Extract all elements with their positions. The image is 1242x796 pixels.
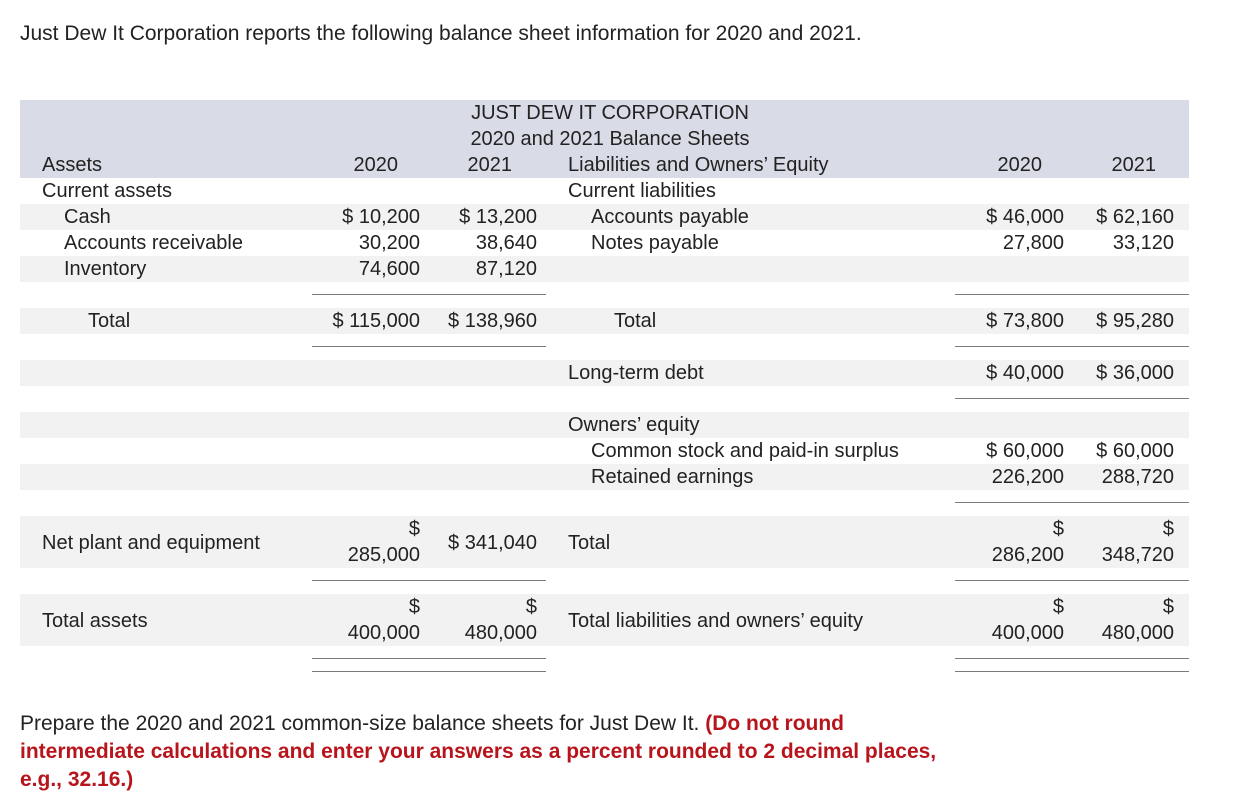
double-rule bbox=[955, 658, 1189, 659]
inventory-label: Inventory bbox=[64, 258, 147, 280]
long-term-debt-2021: $ 36,000 bbox=[1096, 362, 1174, 384]
current-assets-total-2020: $ 115,000 bbox=[332, 310, 420, 332]
subtotal-rule bbox=[955, 398, 1189, 399]
sheet-subtitle: 2020 and 2021 Balance Sheets bbox=[470, 128, 750, 150]
notes-payable-2021: 33,120 bbox=[1112, 232, 1174, 254]
liabilities-heading: Liabilities and Owners’ Equity bbox=[568, 154, 829, 176]
subtotal-rule bbox=[312, 294, 546, 295]
notes-payable-2020: 27,800 bbox=[1002, 232, 1064, 254]
common-stock-2020: $ 60,000 bbox=[986, 440, 1064, 462]
subtotal-rule bbox=[955, 294, 1189, 295]
subtotal-rule bbox=[955, 502, 1189, 503]
retained-earnings-2020: 226,200 bbox=[991, 466, 1064, 488]
retained-earnings-label: Retained earnings bbox=[591, 466, 754, 488]
retained-earnings-2021: 288,720 bbox=[1101, 466, 1174, 488]
long-term-debt-2020: $ 40,000 bbox=[986, 362, 1064, 384]
subtotal-rule bbox=[955, 580, 1189, 581]
current-assets-total-label: Total bbox=[88, 310, 131, 332]
owners-equity-total-2021-symbol: $ bbox=[1162, 518, 1174, 540]
current-liabilities-label: Current liabilities bbox=[568, 180, 716, 202]
total-liabilities-equity-label: Total liabilities and owners’ equity bbox=[568, 610, 863, 632]
total-liabilities-equity-2020: 400,000 bbox=[991, 622, 1064, 644]
net-plant-label: Net plant and equipment bbox=[42, 532, 260, 554]
subtotal-rule bbox=[955, 346, 1189, 347]
cash-label: Cash bbox=[64, 206, 111, 228]
current-liabilities-total-label: Total bbox=[614, 310, 657, 332]
double-rule bbox=[955, 671, 1189, 672]
owners-equity-total-2020: 286,200 bbox=[991, 544, 1064, 566]
accounts-payable-2021: $ 62,160 bbox=[1096, 206, 1174, 228]
total-liabilities-equity-2020-symbol: $ bbox=[1052, 596, 1064, 618]
col-2020-liab: 2020 bbox=[997, 154, 1042, 176]
total-assets-2020-symbol: $ bbox=[408, 596, 420, 618]
accounts-receivable-label: Accounts receivable bbox=[64, 232, 243, 254]
total-liabilities-equity-2021: 480,000 bbox=[1101, 622, 1174, 644]
total-assets-2021-symbol: $ bbox=[525, 596, 537, 618]
double-rule bbox=[312, 658, 546, 659]
subtotal-rule bbox=[312, 580, 546, 581]
col-2020-assets: 2020 bbox=[353, 154, 398, 176]
net-plant-2021: $ 341,040 bbox=[448, 532, 537, 554]
inventory-2021: 87,120 bbox=[475, 258, 537, 280]
accounts-payable-2020: $ 46,000 bbox=[986, 206, 1064, 228]
assets-heading: Assets bbox=[42, 154, 103, 176]
col-2021-assets: 2021 bbox=[467, 154, 512, 176]
accounts-payable-label: Accounts payable bbox=[591, 206, 749, 228]
problem-intro: Just Dew It Corporation reports the following balance sheet information for 2020 and 2021. bbox=[20, 22, 862, 45]
net-plant-2020: 285,000 bbox=[347, 544, 420, 566]
current-assets-total-2021: $ 138,960 bbox=[448, 310, 537, 332]
common-stock-label: Common stock and paid-in surplus bbox=[591, 440, 899, 462]
owners-equity-total-label: Total bbox=[568, 532, 611, 554]
total-liabilities-equity-2021-symbol: $ bbox=[1162, 596, 1174, 618]
inventory-2020: 74,600 bbox=[358, 258, 420, 280]
current-assets-label: Current assets bbox=[42, 180, 173, 202]
owners-equity-label: Owners’ equity bbox=[568, 414, 700, 436]
instruction-text bbox=[20, 710, 955, 794]
common-stock-2021: $ 60,000 bbox=[1096, 440, 1174, 462]
instruction-emphasis: (Do not round intermediate calculations and enter your answers as a percent rounded to 2 decimal places, e.g., 32.16.) bbox=[20, 712, 937, 791]
current-liabilities-total-2021: $ 95,280 bbox=[1096, 310, 1174, 332]
owners-equity-total-2021: 348,720 bbox=[1101, 544, 1174, 566]
accounts-receivable-2020: 30,200 bbox=[358, 232, 420, 254]
double-rule bbox=[312, 671, 546, 672]
company-name: JUST DEW IT CORPORATION bbox=[471, 102, 749, 124]
accounts-receivable-2021: 38,640 bbox=[475, 232, 537, 254]
instruction-plain: Prepare the 2020 and 2021 common-size balance sheets for Just Dew It. bbox=[20, 712, 706, 735]
owners-equity-total-2020-symbol: $ bbox=[1052, 518, 1064, 540]
long-term-debt-label: Long-term debt bbox=[568, 362, 704, 384]
total-assets-2020: 400,000 bbox=[347, 622, 420, 644]
notes-payable-label: Notes payable bbox=[591, 232, 719, 254]
row-band bbox=[20, 256, 1189, 282]
total-assets-2021: 480,000 bbox=[464, 622, 537, 644]
total-assets-label: Total assets bbox=[42, 610, 148, 632]
cash-2020: $ 10,200 bbox=[342, 206, 420, 228]
col-2021-liab: 2021 bbox=[1111, 154, 1156, 176]
subtotal-rule bbox=[312, 346, 546, 347]
cash-2021: $ 13,200 bbox=[459, 206, 537, 228]
current-liabilities-total-2020: $ 73,800 bbox=[986, 310, 1064, 332]
net-plant-2020-symbol: $ bbox=[408, 518, 420, 540]
